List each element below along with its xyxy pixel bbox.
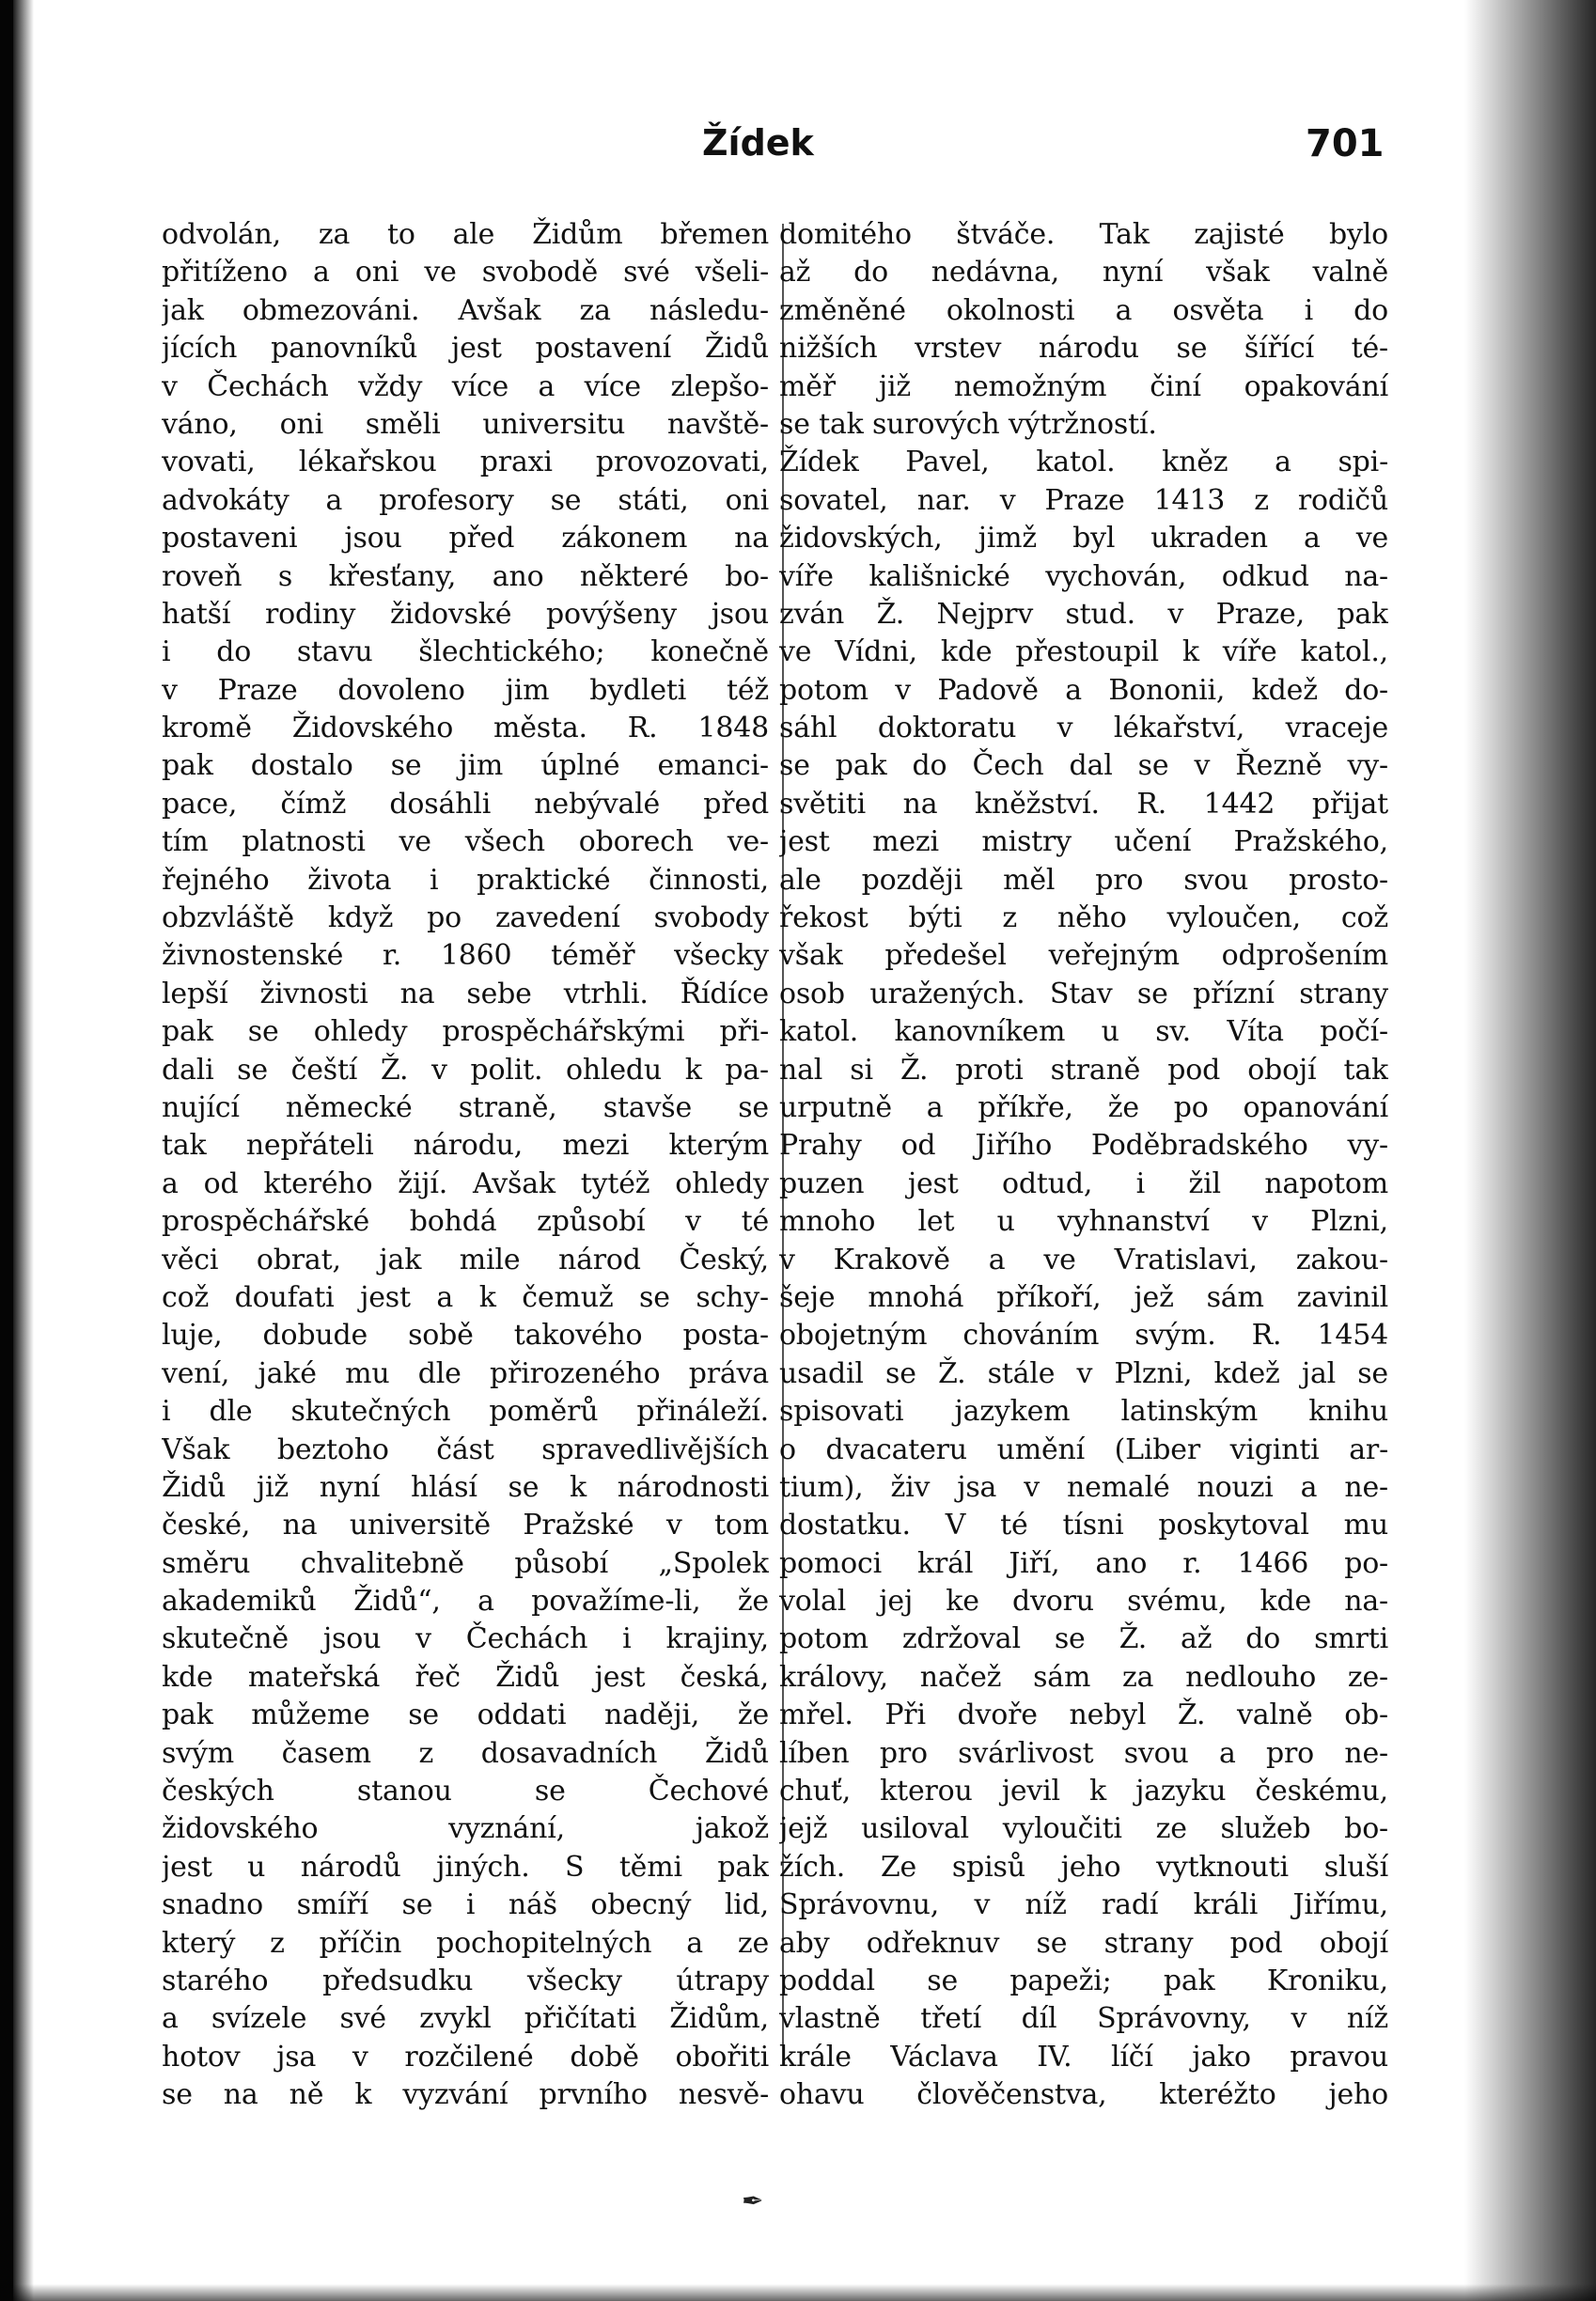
right-column-line: nižších vrstev národu se šířící té- — [779, 332, 1388, 366]
right-column-line: chuť, kterou jevil k jazyku českému, — [779, 1775, 1388, 1808]
right-column-line: ale později měl pro svou prosto- — [779, 863, 1388, 897]
left-column-line: řejného života i praktické činnosti, — [162, 863, 769, 897]
right-column-line: Správovnu, v níž radí králi Jiřímu, — [779, 1888, 1388, 1922]
right-column-line: řekost býti z něho vyloučen, což — [779, 901, 1388, 935]
left-column-line: dali se čeští Ž. v polit. ohledu k pa- — [162, 1053, 769, 1087]
left-column-line: starého předsudku všecky útrapy — [162, 1964, 769, 1997]
left-column-line: i dle skutečných poměrů přináleží. — [162, 1395, 769, 1429]
right-column-line: sáhl doktoratu v lékařství, vraceje — [779, 712, 1388, 745]
right-column-line: víře kališnické vychován, odkud na- — [779, 559, 1388, 593]
left-column-line: pak se ohledy prospěchářskými při- — [162, 1015, 769, 1049]
right-column-line: jest mezi mistry učení Pražského, — [779, 825, 1388, 859]
left-column-line: živnostenské r. 1860 téměř všecky — [162, 939, 769, 973]
right-column-line: krále Václava IV. líčí jako pravou — [779, 2040, 1388, 2074]
right-column-line: se tak surových výtržností. — [779, 407, 1157, 441]
right-column-line: židovských, jimž byl ukraden a ve — [779, 522, 1388, 556]
right-column-line: v Krakově a ve Vratislavi, zakou- — [779, 1243, 1388, 1276]
left-column-line: jak obmezováni. Avšak za následu- — [162, 293, 769, 327]
right-column-line: se pak do Čech dal se v Řezně vy- — [779, 749, 1388, 783]
left-column-line: v Praze dovoleno jim bydleti též — [162, 673, 769, 707]
right-column-line: změněné okolnosti a osvěta i do — [779, 293, 1388, 327]
left-column-line: váno, oni směli universitu navště- — [162, 407, 769, 441]
right-column-line: mnoho let u vyhnanství v Plzni, — [779, 1205, 1388, 1239]
running-head-title: Žídek — [702, 122, 814, 164]
right-column-line: zván Ž. Nejprv stud. v Praze, pak — [779, 597, 1388, 631]
right-column-line: spisovati jazykem latinským knihu — [779, 1395, 1388, 1429]
left-column-line: postaveni jsou před zákonem na — [162, 522, 769, 556]
bottom-edge-shadow — [13, 2284, 1596, 2301]
right-column-line: však předešel veřejným odprošením — [779, 939, 1388, 973]
left-column-line: přitíženo a oni ve svobodě své všeli- — [162, 256, 769, 290]
left-column-line: který z příčin pochopitelných a ze — [162, 1926, 769, 1960]
right-column-line: pomoci král Jiří, ano r. 1466 po- — [779, 1546, 1388, 1580]
right-text-column — [779, 216, 1388, 2115]
left-column-line: české, na universitě Pražské v tom — [162, 1509, 769, 1542]
left-column-line: vovati, lékařskou praxi provozovati, — [162, 446, 769, 479]
left-column-line: věci obrat, jak mile národ Český, — [162, 1243, 769, 1276]
left-column-line: akademiků Židů“, a považíme-li, že — [162, 1585, 769, 1619]
page-edge-shadow — [1464, 0, 1596, 2301]
spine-shadow — [13, 0, 34, 2301]
right-column-line: královy, načež sám za nedlouho ze- — [779, 1660, 1388, 1694]
right-column-line: tium), živ jsa v nemalé nouzi a ne- — [779, 1470, 1388, 1504]
left-column-line: židovského vyznání, jakož — [162, 1812, 769, 1846]
left-column-line: jest u národů jiných. S těmi pak — [162, 1850, 769, 1884]
left-column-line: českých stanou se Čechové — [162, 1775, 769, 1808]
right-column-line: líben pro svárlivost svou a pro ne- — [779, 1736, 1388, 1770]
left-column-line: pace, čímž dosáhli nebývalé před — [162, 787, 769, 821]
left-column-line: směru chvalitebně působí „Spolek — [162, 1546, 769, 1580]
left-column-line: hatší rodiny židovské povýšeny jsou — [162, 597, 769, 631]
left-column-line: Však beztoho část spravedlivějších — [162, 1432, 769, 1466]
right-column-line: aby odřeknuv se strany pod obojí — [779, 1926, 1388, 1960]
right-column-line: osob uražených. Stav se přízní strany — [779, 977, 1388, 1010]
page-number: 701 — [1306, 122, 1385, 165]
left-column-line: se na ně k vyzvání prvního nesvě- — [162, 2078, 769, 2112]
right-column-line: měř již nemožným činí opakování — [779, 369, 1388, 403]
left-column-line: prospěchářské bohdá způsobí v té — [162, 1205, 769, 1239]
right-column-line: jejž usiloval vyloučiti ze služeb bo- — [779, 1812, 1388, 1846]
right-column-line: katol. kanovníkem u sv. Víta počí- — [779, 1015, 1388, 1049]
left-column-line: i do stavu šlechtického; konečně — [162, 635, 769, 669]
right-column-line: Žídek Pavel, katol. kněz a spi- — [779, 446, 1388, 479]
right-column-line: Prahy od Jiřího Poděbradského vy- — [779, 1129, 1388, 1163]
left-column-line: tím platnosti ve všech oborech ve- — [162, 825, 769, 859]
left-column-line: pak můžeme se oddati naději, že — [162, 1698, 769, 1732]
right-column-line: volal jej ke dvoru svému, kde na- — [779, 1585, 1388, 1619]
left-text-column — [162, 216, 769, 2115]
left-column-line: skutečně jsou v Čechách i krajiny, — [162, 1622, 769, 1656]
left-column-line: hotov jsa v rozčilené době obořiti — [162, 2040, 769, 2074]
right-column-line: sovatel, nar. v Praze 1413 z rodičů — [779, 483, 1388, 517]
right-column-line: světiti na kněžství. R. 1442 přijat — [779, 787, 1388, 821]
left-column-line: odvolán, za to ale Židům břemen — [162, 218, 769, 251]
right-column-line: ve Vídni, kde přestoupil k víře katol., — [779, 635, 1388, 669]
right-column-line: potom v Padově a Bononii, kdež do- — [779, 673, 1388, 707]
left-column-line: roveň s křesťany, ano některé bo- — [162, 559, 769, 593]
right-column-line: vlastně třetí díl Správovny, v níž — [779, 2002, 1388, 2036]
right-column-line: urputně a příkře, že po opanování — [779, 1090, 1388, 1124]
left-column-line: snadno smíří se i náš obecný lid, — [162, 1888, 769, 1922]
left-column-line: vení, jaké mu dle přirozeného práva — [162, 1356, 769, 1390]
left-column-line: tak nepřáteli národu, mezi kterým — [162, 1129, 769, 1163]
ink-speck: ✒ — [742, 2185, 764, 2216]
left-column-line: a od kterého žijí. Avšak tytéž ohledy — [162, 1166, 769, 1200]
right-column-line: žích. Ze spisů jeho vytknouti sluší — [779, 1850, 1388, 1884]
left-column-line: advokáty a profesory se státi, oni — [162, 483, 769, 517]
right-column-line: nal si Ž. proti straně pod obojí tak — [779, 1053, 1388, 1087]
right-column-line: poddal se papeži; pak Kroniku, — [779, 1964, 1388, 1997]
left-column-line: nující německé straně, stavše se — [162, 1090, 769, 1124]
left-column-line: obzvláště když po zavedení svobody — [162, 901, 769, 935]
left-column-line: Židů již nyní hlásí se k národnosti — [162, 1470, 769, 1504]
right-column-line: mřel. Při dvoře nebyl Ž. valně ob- — [779, 1698, 1388, 1732]
left-column-line: lepší živnosti na sebe vtrhli. Řídíce — [162, 977, 769, 1010]
right-column-line: ohavu člověčenstva, kteréžto jeho — [779, 2078, 1388, 2112]
book-page — [13, 0, 1596, 2301]
left-column-line: což doufati jest a k čemuž se schy- — [162, 1280, 769, 1314]
left-column-line: luje, dobude sobě takového posta- — [162, 1319, 769, 1353]
right-column-line: o dvacateru umění (Liber viginti ar- — [779, 1432, 1388, 1466]
left-column-line: jících panovníků jest postavení Židů — [162, 332, 769, 366]
left-column-line: kromě Židovského města. R. 1848 — [162, 712, 769, 745]
left-column-line: v Čechách vždy více a více zlepšo- — [162, 369, 769, 403]
right-column-line: obojetným chováním svým. R. 1454 — [779, 1319, 1388, 1353]
right-column-line: usadil se Ž. stále v Plzni, kdež jal se — [779, 1356, 1388, 1390]
left-column-line: kde mateřská řeč Židů jest česká, — [162, 1660, 769, 1694]
right-column-line: puzen jest odtud, i žil napotom — [779, 1166, 1388, 1200]
right-column-line: až do nedávna, nyní však valně — [779, 256, 1388, 290]
right-column-line: šeje mnohá příkoří, jež sám zavinil — [779, 1280, 1388, 1314]
right-column-line: domitého štváče. Tak zajisté bylo — [779, 218, 1388, 251]
right-column-line: dostatku. V té tísni poskytoval mu — [779, 1509, 1388, 1542]
left-column-line: pak dostalo se jim úplné emanci- — [162, 749, 769, 783]
left-column-line: a svízele své zvykl přičítati Židům, — [162, 2002, 769, 2036]
right-column-line: potom zdržoval se Ž. až do smrti — [779, 1622, 1388, 1656]
left-column-line: svým časem z dosavadních Židů — [162, 1736, 769, 1770]
